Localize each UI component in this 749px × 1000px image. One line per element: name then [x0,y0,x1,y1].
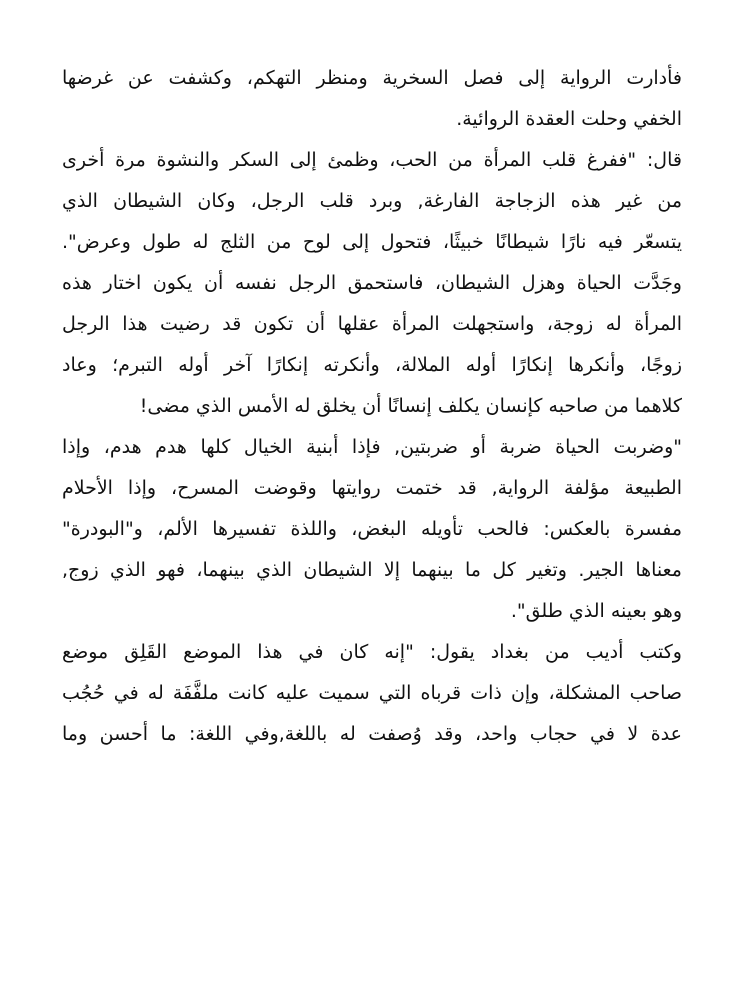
text-line: من غير هذه الزجاجة الفارغة, وبرد قلب الرجل، وكان الشيطان الذي [62,190,682,212]
text-line: صاحب المشكلة، وإن ذات قرباه التي سميت عليه كانت ملفَّفَة له في حُجُب [62,682,682,704]
text-line: عدة لا في حجاب واحد، وقد وُصفت له باللغة,وفي اللغة: ما أحسن وما [62,723,682,745]
text-line: كلاهما من صاحبه كإنسان يكلف إنسانًا أن يخلق له الأمس الذي مضى! [139,395,682,417]
text-line: قال: "ففرغ قلب المرأة من الحب، وظمئ إلى السكر والنشوة مرة أخرى [62,149,682,171]
text-line: يتسعّر فيه نارًا شيطانًا خبيثًا، فتحول إلى لوح من الثلج له طول وعرض". [62,231,682,253]
text-line: وجَدَّت الحياة وهزل الشيطان، فاستحمق الرجل نفسه أن يكون اختار هذه [62,272,682,294]
text-line: الخفي وحلت العقدة الروائية. [456,108,682,130]
text-line: زوجًا، وأنكرها إنكارًا أوله الملالة، وأنكرته إنكارًا آخر أوله التبرم؛ وعاد [62,354,682,376]
text-line: "وضربت الحياة ضربة أو ضربتين, فإذا أبنية الخيال كلها هدم هدم، وإذا [62,436,682,458]
document-page [62,58,682,755]
text-line: وهو بعينه الذي طلق". [510,600,682,622]
text-line: المرأة له زوجة، واستجهلت المرأة عقلها أن تكون قد رضيت هذا الرجل [62,313,682,335]
text-line: وكتب أديب من بغداد يقول: "إنه كان في هذا الموضع القَلِق موضع [62,641,682,663]
text-line: الطبيعة مؤلفة الرواية, قد ختمت روايتها وقوضت المسرح، وإذا الأحلام [62,477,682,499]
text-line: معناها الجير. وتغير كل ما بينهما إلا الشيطان الذي بينهما، فهو الذي زوج, [62,559,682,581]
text-line: مفسرة بالعكس: فالحب تأويله البغض، واللذة تفسيرها الألم، و"البودرة" [62,518,682,540]
text-line: فأدارت الرواية إلى فصل السخرية ومنظر التهكم، وكشفت عن غرضها [62,67,682,89]
